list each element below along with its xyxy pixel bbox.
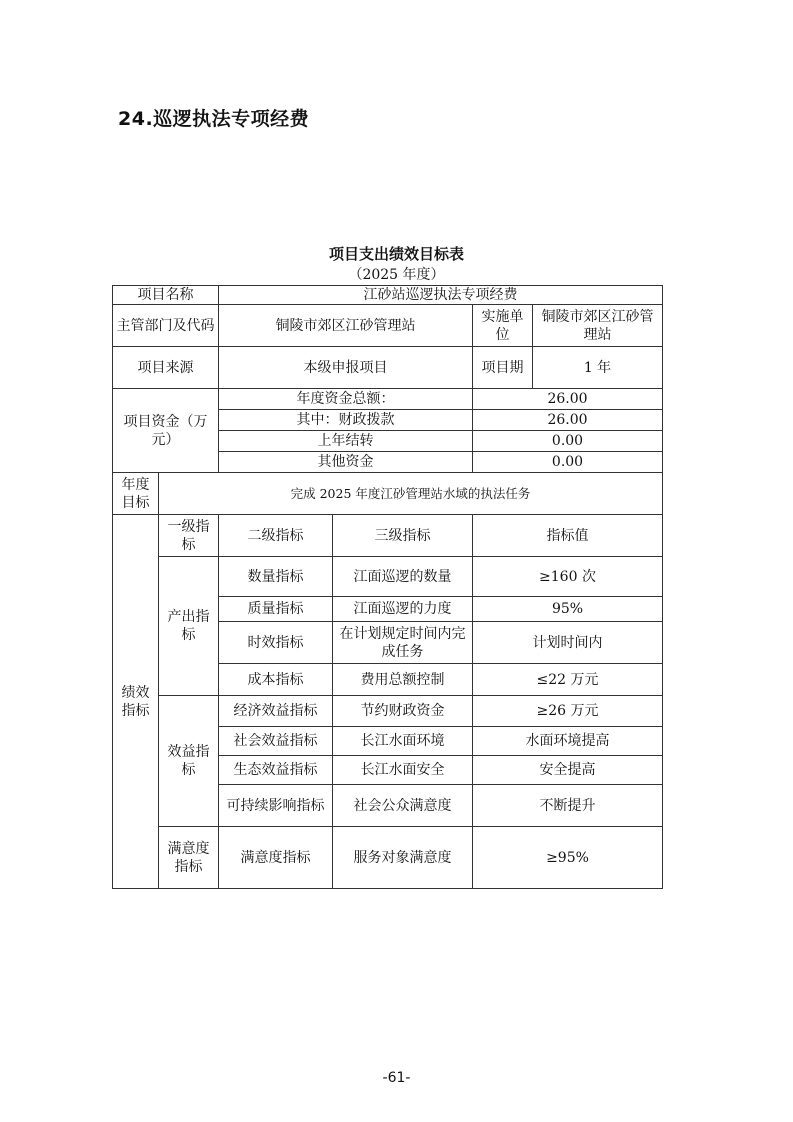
header-value: 指标值: [473, 515, 663, 557]
table-title: 项目支出绩效目标表: [328, 245, 464, 263]
project-name-value: 江砂站巡逻执法专项经费: [219, 286, 663, 305]
level3-cell: 服务对象满意度: [333, 827, 473, 889]
fund-label: 其他资金: [219, 452, 473, 473]
value-cell: ≥26 万元: [473, 696, 663, 727]
header-level3: 三级指标: [333, 515, 473, 557]
table-row: [113, 557, 663, 597]
table-row: [113, 389, 663, 410]
perf-indicator-label: 绩效指标: [113, 515, 159, 889]
group-output: 产出指标: [159, 557, 219, 696]
value-cell: 不断提升: [473, 785, 663, 827]
fund-value: 0.00: [473, 452, 663, 473]
level2-cell: 时效指标: [219, 622, 333, 664]
fund-label: 年度资金总额：: [219, 389, 473, 410]
source-label: 项目来源: [113, 347, 219, 389]
level3-cell: 长江水面环境: [333, 727, 473, 756]
fund-value: 26.00: [473, 410, 663, 431]
value-cell: 95%: [473, 597, 663, 622]
value-cell: ≥160 次: [473, 557, 663, 597]
dept-label: 主管部门及代码: [113, 305, 219, 347]
period-value: 1 年: [533, 347, 663, 389]
unit-label: 实施单位: [473, 305, 533, 347]
header-level1: 一级指标: [159, 515, 219, 557]
level2-cell: 可持续影响指标: [219, 785, 333, 827]
annual-goal-value: 完成 2025 年度江砂管理站水域的执法任务: [159, 473, 663, 515]
level2-cell: 生态效益指标: [219, 756, 333, 785]
value-cell: 水面环境提高: [473, 727, 663, 756]
table-row: [113, 286, 663, 305]
header-level2: 二级指标: [219, 515, 333, 557]
level3-cell: 长江水面安全: [333, 756, 473, 785]
table-row: [113, 827, 663, 889]
table-row: [113, 305, 663, 347]
level3-cell: 江面巡逻的数量: [333, 557, 473, 597]
dept-value: 铜陵市郊区江砂管理站: [219, 305, 473, 347]
table-row: [113, 515, 663, 557]
value-cell: 计划时间内: [473, 622, 663, 664]
group-benefit: 效益指标: [159, 696, 219, 827]
annual-goal-label: 年度目标: [113, 473, 159, 515]
project-name-label: 项目名称: [113, 286, 219, 305]
level2-cell: 成本指标: [219, 664, 333, 696]
level2-cell: 数量指标: [219, 557, 333, 597]
section-heading: 24.巡逻执法专项经费: [118, 108, 310, 130]
level2-cell: 满意度指标: [219, 827, 333, 889]
level3-cell: 在计划规定时间内完成任务: [333, 622, 473, 664]
table-row: [113, 473, 663, 515]
group-satisfaction: 满意度指标: [159, 827, 219, 889]
page-number: -61-: [382, 1070, 411, 1086]
performance-target-table: [112, 285, 663, 889]
fund-label: 其中：财政拨款: [219, 410, 473, 431]
level2-cell: 社会效益指标: [219, 727, 333, 756]
value-cell: ≤22 万元: [473, 664, 663, 696]
funds-label: 项目资金（万元）: [113, 389, 219, 473]
fund-value: 0.00: [473, 431, 663, 452]
value-cell: 安全提高: [473, 756, 663, 785]
value-cell: ≥95%: [473, 827, 663, 889]
level3-cell: 江面巡逻的力度: [333, 597, 473, 622]
table-row: [113, 696, 663, 727]
unit-value: 铜陵市郊区江砂管理站: [533, 305, 663, 347]
period-label: 项目期: [473, 347, 533, 389]
table-subtitle: （2025 年度）: [348, 267, 445, 283]
level3-cell: 费用总额控制: [333, 664, 473, 696]
fund-label: 上年结转: [219, 431, 473, 452]
level2-cell: 质量指标: [219, 597, 333, 622]
table-row: [113, 347, 663, 389]
fund-value: 26.00: [473, 389, 663, 410]
level3-cell: 社会公众满意度: [333, 785, 473, 827]
source-value: 本级申报项目: [219, 347, 473, 389]
level3-cell: 节约财政资金: [333, 696, 473, 727]
level2-cell: 经济效益指标: [219, 696, 333, 727]
